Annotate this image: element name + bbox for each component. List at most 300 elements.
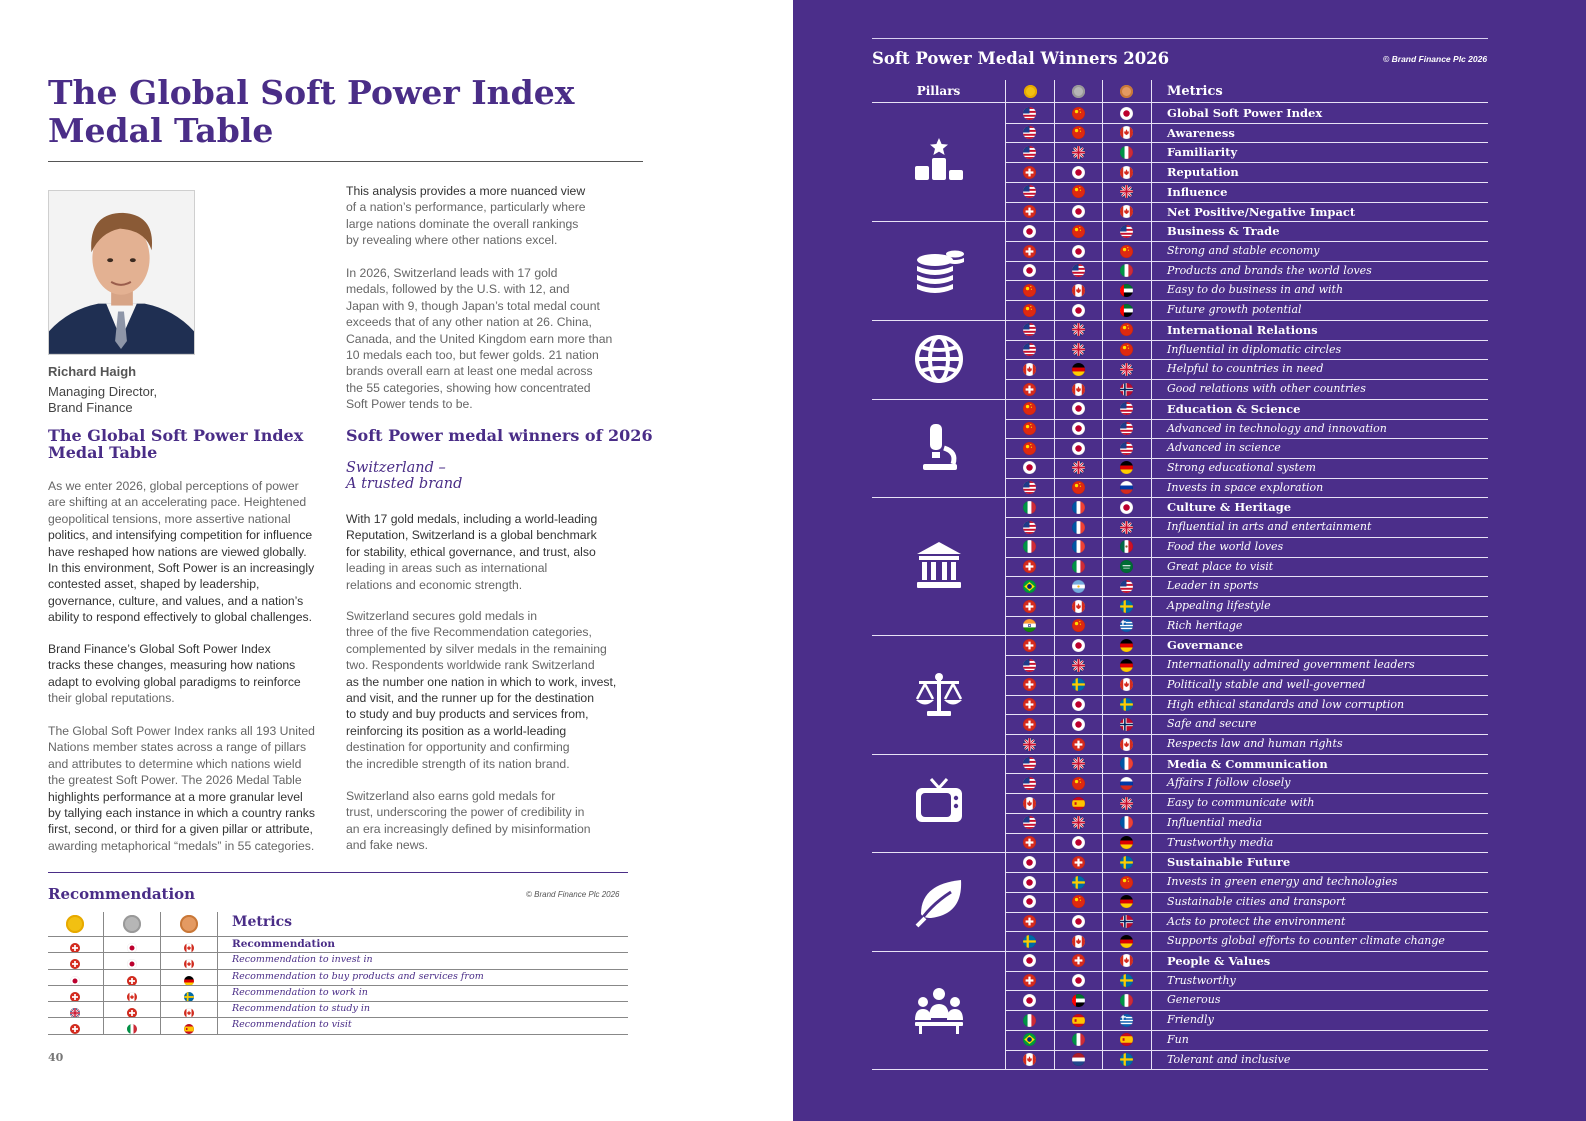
metric-label: Safe and secure xyxy=(1167,717,1257,731)
metric-label: Influential media xyxy=(1167,815,1263,829)
flag-switzerland-icon xyxy=(1023,974,1036,987)
row-rule xyxy=(1006,616,1488,617)
leaf-icon xyxy=(913,876,965,928)
row-rule xyxy=(1006,280,1488,281)
flag-sweden-icon xyxy=(1023,935,1036,948)
flag-uk-icon xyxy=(1120,185,1133,198)
flag-germany-icon xyxy=(1120,659,1133,672)
flag-china-icon xyxy=(1023,402,1036,415)
flag-japan-icon xyxy=(70,973,80,983)
metric-label: Governance xyxy=(1167,638,1244,653)
paragraph-line: as the number one nation in which to work, invest, xyxy=(346,674,617,689)
row-rule xyxy=(872,221,1488,222)
flag-china-icon xyxy=(1120,245,1133,258)
flag-norway-icon xyxy=(1120,718,1133,731)
copyright-note: © Brand Finance Plc 2026 xyxy=(526,890,620,899)
flag-japan-icon xyxy=(1072,205,1085,218)
metric-label: Good relations with other countries xyxy=(1167,382,1366,396)
flag-japan-icon xyxy=(1072,698,1085,711)
flag-usa-icon xyxy=(1120,225,1133,238)
metric-label: Tolerant and inclusive xyxy=(1167,1052,1291,1066)
flag-japan-icon xyxy=(1023,225,1036,238)
metric-label: Trustworthy xyxy=(1167,973,1236,987)
paragraph-line: are shifting at an accelerating pace. Heightened xyxy=(48,495,307,510)
lead-subheading xyxy=(346,460,462,492)
row-rule xyxy=(1006,241,1488,242)
tv-icon xyxy=(913,777,965,829)
flag-canada-icon xyxy=(1023,363,1036,376)
flag-china-icon xyxy=(1072,481,1085,494)
flag-sweden-icon xyxy=(1120,974,1133,987)
paragraph-line: for stability, ethical governance, and trust, also xyxy=(346,544,596,559)
flag-japan-icon xyxy=(1072,245,1085,258)
flag-switzerland-icon xyxy=(1023,915,1036,928)
row-rule xyxy=(1006,734,1488,735)
flag-usa-icon xyxy=(1072,264,1085,277)
paragraph-line: relations and economic strength. xyxy=(346,577,523,592)
paragraph-line: With 17 gold medals, including a world-leading xyxy=(346,512,598,526)
metric-label: People & Values xyxy=(1167,953,1271,968)
flag-sweden-icon xyxy=(1120,856,1133,869)
row-rule xyxy=(1006,813,1488,814)
flag-usa-icon xyxy=(1023,323,1036,336)
flag-netherlands-icon xyxy=(1072,1053,1085,1066)
row-rule xyxy=(1006,576,1488,577)
table-row xyxy=(48,985,628,1001)
flag-japan-icon xyxy=(1072,166,1085,179)
flag-mexico-icon xyxy=(1120,540,1133,553)
recommendation-table-header xyxy=(48,912,628,936)
flag-canada-icon xyxy=(1120,678,1133,691)
flag-usa-icon xyxy=(1120,402,1133,415)
metric-label: Future growth potential xyxy=(1167,303,1302,317)
row-rule xyxy=(872,951,1488,952)
row-rule xyxy=(872,320,1488,321)
row-rule xyxy=(872,754,1488,755)
body-paragraph xyxy=(346,511,597,593)
flag-japan-icon xyxy=(1072,442,1085,455)
flag-uk-icon xyxy=(1072,343,1085,356)
metric-label: Fun xyxy=(1167,1032,1189,1046)
flag-usa-icon xyxy=(1023,659,1036,672)
metrics-header: Metrics xyxy=(232,914,292,930)
pillars-header: Pillars xyxy=(916,84,961,98)
metric-label: Influential in arts and entertainment xyxy=(1167,520,1372,534)
flag-italy-icon xyxy=(1072,1033,1085,1046)
header-rule xyxy=(872,102,1488,103)
flag-usa-icon xyxy=(1120,422,1133,435)
body-paragraph xyxy=(346,608,616,772)
row-rule xyxy=(1006,458,1488,459)
row-rule xyxy=(1006,872,1488,873)
metric-label: Trustworthy media xyxy=(1167,835,1274,849)
metric-label: Recommendation to buy products and services from xyxy=(232,970,484,982)
flag-canada-icon xyxy=(1023,1053,1036,1066)
row-rule xyxy=(1006,438,1488,439)
metric-label: Internationally admired government leaders xyxy=(1167,658,1415,672)
flag-canada-icon xyxy=(1072,935,1085,948)
metric-label: Advanced in science xyxy=(1167,441,1281,455)
flag-spain-icon xyxy=(1120,1033,1133,1046)
paragraph-line: their global reputations. xyxy=(48,691,175,706)
flag-china-icon xyxy=(1023,304,1036,317)
row-rule xyxy=(1006,931,1488,932)
flag-germany-icon xyxy=(184,973,194,983)
flag-canada-icon xyxy=(1023,797,1036,810)
page-number: 40 xyxy=(48,1051,64,1064)
flag-usa-icon xyxy=(1023,343,1036,356)
table-row xyxy=(48,936,628,952)
flag-japan-icon xyxy=(1120,501,1133,514)
flag-france-icon xyxy=(1120,757,1133,770)
flag-uae-icon xyxy=(1120,304,1133,317)
flag-china-icon xyxy=(1023,442,1036,455)
metric-label: Food the world loves xyxy=(1167,539,1284,553)
paragraph-line: complemented by silver medals in the remaining xyxy=(346,641,607,656)
paragraph-line: the incredible strength of its nation brand. xyxy=(346,756,570,771)
flag-switzerland-icon xyxy=(127,1005,137,1015)
metric-label: Advanced in technology and innovation xyxy=(1167,421,1387,435)
flag-uae-icon xyxy=(1120,284,1133,297)
metric-label: Products and brands the world loves xyxy=(1167,263,1372,277)
paragraph-line: an era increasingly defined by misinformation xyxy=(346,821,591,836)
row-rule xyxy=(1006,833,1488,834)
row-rule xyxy=(1006,202,1488,203)
recommendation-table xyxy=(48,912,628,1035)
flag-japan-icon xyxy=(1023,954,1036,967)
flag-uk-icon xyxy=(1120,521,1133,534)
row-rule xyxy=(1006,359,1488,360)
portrait-image xyxy=(49,191,194,354)
flag-italy-icon xyxy=(1120,146,1133,159)
metric-label: Awareness xyxy=(1167,125,1235,140)
flag-germany-icon xyxy=(1120,639,1133,652)
row-rule xyxy=(1006,478,1488,479)
column-divider xyxy=(1005,80,1006,1070)
flag-switzerland-icon xyxy=(1023,836,1036,849)
flag-usa-icon xyxy=(1023,521,1036,534)
row-rule xyxy=(1006,300,1488,301)
flag-canada-icon xyxy=(184,1005,194,1015)
row-rule xyxy=(1006,419,1488,420)
flag-italy-icon xyxy=(1023,1014,1036,1027)
paragraph-line: large nations dominate the overall rankings xyxy=(346,216,579,231)
row-rule xyxy=(1006,182,1488,183)
metric-label: Leader in sports xyxy=(1167,579,1259,593)
paragraph-line: contested asset, shaped by leadership, xyxy=(48,577,260,592)
paragraph-line: Switzerland secures gold medals in xyxy=(346,609,538,623)
metric-label: Generous xyxy=(1167,993,1221,1007)
row-rule xyxy=(872,399,1488,400)
flag-italy-icon xyxy=(1120,264,1133,277)
flag-germany-icon xyxy=(1120,836,1133,849)
flag-canada-icon xyxy=(184,940,194,950)
globe-icon xyxy=(913,333,965,385)
flag-france-icon xyxy=(1072,521,1085,534)
metric-label: Strong and stable economy xyxy=(1167,244,1320,258)
paragraph-line: by revealing where other nations excel. xyxy=(346,233,558,248)
metric-label: Helpful to countries in need xyxy=(1167,362,1324,376)
column-divider xyxy=(1054,80,1055,1070)
metric-label: Influence xyxy=(1167,184,1228,199)
heading-line: The Global Soft Power Index xyxy=(48,426,304,445)
flag-uk-icon xyxy=(1120,797,1133,810)
row-rule xyxy=(1006,142,1488,143)
flag-japan-icon xyxy=(1072,422,1085,435)
flag-japan-icon xyxy=(1023,856,1036,869)
paragraph-line: This analysis provides a more nuanced view xyxy=(346,184,586,198)
metric-label: Culture & Heritage xyxy=(1167,500,1292,515)
title-line: Medal Table xyxy=(48,111,274,150)
metric-label: Sustainable Future xyxy=(1167,855,1291,870)
flag-japan-icon xyxy=(1072,915,1085,928)
flag-japan-icon xyxy=(1023,895,1036,908)
copyright-note: © Brand Finance Plc 2026 xyxy=(1383,54,1488,64)
paragraph-line: governance, culture, and values, and a nation’s xyxy=(48,593,304,608)
flag-usa-icon xyxy=(1023,107,1036,120)
paragraph-line: Canada, and the United Kingdom earn more than xyxy=(346,331,613,346)
flag-switzerland-icon xyxy=(1023,560,1036,573)
row-rule xyxy=(1006,912,1488,913)
metric-label: Rich heritage xyxy=(1167,618,1243,632)
flag-switzerland-icon xyxy=(70,1021,80,1031)
flag-japan-icon xyxy=(127,956,137,966)
row-rule xyxy=(1006,537,1488,538)
flag-japan-icon xyxy=(1072,718,1085,731)
podium-icon xyxy=(913,136,965,188)
paragraph-line: and visit, and the runner up for the destination xyxy=(346,691,594,706)
metric-label: Recommendation to invest in xyxy=(232,954,373,966)
flag-sweden-icon xyxy=(184,989,194,999)
body-paragraph xyxy=(346,183,586,249)
flag-uk-icon xyxy=(1072,659,1085,672)
flag-italy-icon xyxy=(1120,994,1133,1007)
flag-switzerland-icon xyxy=(127,973,137,983)
paragraph-line: In this environment, Soft Power is an increasingly xyxy=(48,561,315,576)
flag-sweden-icon xyxy=(1072,876,1085,889)
paragraph-line: Reputation, Switzerland is a global benchmark xyxy=(346,528,597,543)
flag-japan-icon xyxy=(1023,994,1036,1007)
flag-china-icon xyxy=(1023,422,1036,435)
flag-india-icon xyxy=(1023,619,1036,632)
metric-label: High ethical standards and low corruption xyxy=(1167,697,1405,711)
table-row xyxy=(48,1001,628,1017)
metric-label: Invests in green energy and technologies xyxy=(1167,875,1398,889)
paragraph-line: brands overall earn at least one medal across xyxy=(346,364,593,379)
metric-label: Great place to visit xyxy=(1167,559,1274,573)
flag-france-icon xyxy=(1072,540,1085,553)
flag-canada-icon xyxy=(1120,954,1133,967)
flag-switzerland-icon xyxy=(1023,678,1036,691)
microscope-icon xyxy=(913,422,965,474)
flag-canada-icon xyxy=(1120,126,1133,139)
flag-switzerland-icon xyxy=(1023,639,1036,652)
flag-china-icon xyxy=(1072,107,1085,120)
right-page xyxy=(793,0,1586,1121)
flag-sweden-icon xyxy=(1120,1053,1133,1066)
flag-greece-icon xyxy=(1120,1014,1133,1027)
metric-label: Easy to do business in and with xyxy=(1167,283,1344,297)
bronze-medal-icon xyxy=(180,915,198,933)
paragraph-line: Brand Finance’s Global Soft Power Index xyxy=(48,642,271,656)
paragraph-line: trust, underscoring the power of credibility in xyxy=(346,805,585,820)
flag-japan-icon xyxy=(1023,876,1036,889)
paragraph-line: three of the five Recommendation categories, xyxy=(346,625,592,640)
paragraph-line: Switzerland also earns gold medals for xyxy=(346,789,556,803)
metric-label: Net Positive/Negative Impact xyxy=(1167,204,1356,219)
column-divider xyxy=(1151,80,1152,1070)
title-line: The Global Soft Power Index xyxy=(48,73,575,112)
flag-japan-icon xyxy=(1072,402,1085,415)
flag-italy-icon xyxy=(127,1021,137,1031)
row-rule xyxy=(1006,557,1488,558)
flag-usa-icon xyxy=(1023,816,1036,829)
row-rule xyxy=(1006,517,1488,518)
body-paragraph xyxy=(48,723,315,854)
paragraph-line: geopolitical tensions, more assertive national xyxy=(48,511,291,526)
metric-label: Reputation xyxy=(1167,165,1239,180)
flag-greece-icon xyxy=(1120,619,1133,632)
people-icon xyxy=(913,984,965,1036)
flag-italy-icon xyxy=(1072,560,1085,573)
row-rule xyxy=(1006,892,1488,893)
flag-canada-icon xyxy=(1120,166,1133,179)
flag-china-icon xyxy=(1120,323,1133,336)
flag-uk-icon xyxy=(1072,146,1085,159)
flag-japan-icon xyxy=(1023,461,1036,474)
paragraph-line: 10 medals each too, but fewer golds. 21 nation xyxy=(346,348,599,363)
heading-line: Medal Table xyxy=(48,443,158,462)
silver-medal-icon xyxy=(1072,85,1085,98)
flag-usa-icon xyxy=(1120,580,1133,593)
paragraph-line: reinforcing its position as a world-leading xyxy=(346,723,567,738)
metric-label: Recommendation to study in xyxy=(232,1003,371,1015)
row-rule xyxy=(1006,596,1488,597)
flag-canada-icon xyxy=(1072,383,1085,396)
row-rule xyxy=(1006,675,1488,676)
flag-china-icon xyxy=(1023,284,1036,297)
paragraph-line: As we enter 2026, global perceptions of power xyxy=(48,479,299,493)
table-row xyxy=(48,969,628,985)
medal-table-title: Soft Power Medal Winners 2026 xyxy=(872,49,1170,68)
flag-germany-icon xyxy=(1120,461,1133,474)
medal-winners-heading: Soft Power medal winners of 2026 xyxy=(346,426,653,445)
metric-label: Recommendation to visit xyxy=(232,1019,352,1031)
metrics-header: Metrics xyxy=(1167,84,1223,99)
flag-switzerland-icon xyxy=(1072,954,1085,967)
metric-label: Sustainable cities and transport xyxy=(1167,894,1346,908)
row-rule xyxy=(1006,261,1488,262)
flag-japan-icon xyxy=(1072,304,1085,317)
row-rule xyxy=(872,497,1488,498)
flag-china-icon xyxy=(1072,126,1085,139)
metric-label: Business & Trade xyxy=(1167,224,1280,239)
author-role-line: Brand Finance xyxy=(48,400,133,415)
body-paragraph xyxy=(48,478,314,626)
paragraph-line: exceeds that of any other nation at 26. China, xyxy=(346,315,592,330)
page-title xyxy=(48,74,608,150)
flag-argentina-icon xyxy=(1072,580,1085,593)
flag-uk-icon xyxy=(1072,461,1085,474)
paragraph-line: the 55 categories, showing how concentrated xyxy=(346,380,591,395)
paragraph-line: of a nation’s performance, particularly where xyxy=(346,200,586,215)
flag-sweden-icon xyxy=(1072,678,1085,691)
row-rule xyxy=(1006,695,1488,696)
metric-label: Influential in diplomatic circles xyxy=(1167,342,1342,356)
flag-switzerland-icon xyxy=(1023,718,1036,731)
row-rule xyxy=(1006,714,1488,715)
paragraph-line: highlights performance at a more granular level xyxy=(48,789,303,804)
flag-canada-icon xyxy=(184,956,194,966)
metric-label: Appealing lifestyle xyxy=(1167,599,1271,612)
flag-china-icon xyxy=(1120,876,1133,889)
coins-icon xyxy=(913,245,965,297)
flag-china-icon xyxy=(1072,895,1085,908)
flag-usa-icon xyxy=(1023,146,1036,159)
flag-france-icon xyxy=(1072,501,1085,514)
scales-icon xyxy=(913,669,965,721)
flag-uk-icon xyxy=(1072,323,1085,336)
recommendation-divider xyxy=(48,872,628,873)
flag-uk-icon xyxy=(1072,816,1085,829)
row-rule xyxy=(1006,655,1488,656)
metric-label: Friendly xyxy=(1167,1013,1214,1027)
flag-usa-icon xyxy=(1120,442,1133,455)
flag-japan-icon xyxy=(1120,107,1133,120)
paragraph-line: and fake news. xyxy=(346,838,428,853)
flag-switzerland-icon xyxy=(70,940,80,950)
flag-switzerland-icon xyxy=(1023,166,1036,179)
metric-label: Easy to communicate with xyxy=(1167,796,1315,810)
body-paragraph xyxy=(346,788,591,854)
flag-canada-icon xyxy=(1072,284,1085,297)
paragraph-line: politics, and intensifying competition for influence xyxy=(48,528,313,543)
flag-china-icon xyxy=(1072,185,1085,198)
flag-spain-icon xyxy=(1072,797,1085,810)
flag-uk-icon xyxy=(1023,738,1036,751)
title-divider xyxy=(48,161,643,162)
flag-japan-icon xyxy=(1072,639,1085,652)
paragraph-line: and attributes to determine which nations wield xyxy=(48,756,302,771)
flag-canada-icon xyxy=(1072,600,1085,613)
flag-usa-icon xyxy=(1023,757,1036,770)
row-rule xyxy=(1006,162,1488,163)
section-heading xyxy=(48,427,303,461)
lead-line: A trusted brand xyxy=(346,476,463,492)
top-rule xyxy=(872,38,1488,39)
flag-italy-icon xyxy=(1023,501,1036,514)
flag-switzerland-icon xyxy=(1072,856,1085,869)
row-rule xyxy=(1006,793,1488,794)
paragraph-line: Japan with 9, though Japan’s total medal count xyxy=(346,298,600,313)
flag-germany-icon xyxy=(1072,363,1085,376)
paragraph-line: medals, followed by the U.S. with 12, and xyxy=(346,282,570,297)
body-paragraph xyxy=(48,641,301,707)
paragraph-line: first, second, or third for a given pillar or attribute, xyxy=(48,822,313,837)
flag-switzerland-icon xyxy=(1023,245,1036,258)
paragraph-line: by tallying each instance in which a country ranks xyxy=(48,806,315,821)
flag-saudi-arabia-icon xyxy=(1120,560,1133,573)
author-role xyxy=(48,384,157,416)
paragraph-line: have reshaped how nations are viewed globally. xyxy=(48,544,307,559)
row-rule xyxy=(872,635,1488,636)
column-divider xyxy=(1102,80,1103,1070)
metric-label: Politically stable and well-governed xyxy=(1167,677,1366,691)
flag-switzerland-icon xyxy=(1023,205,1036,218)
flag-switzerland-icon xyxy=(1072,738,1085,751)
row-rule xyxy=(1006,990,1488,991)
flag-china-icon xyxy=(1120,343,1133,356)
